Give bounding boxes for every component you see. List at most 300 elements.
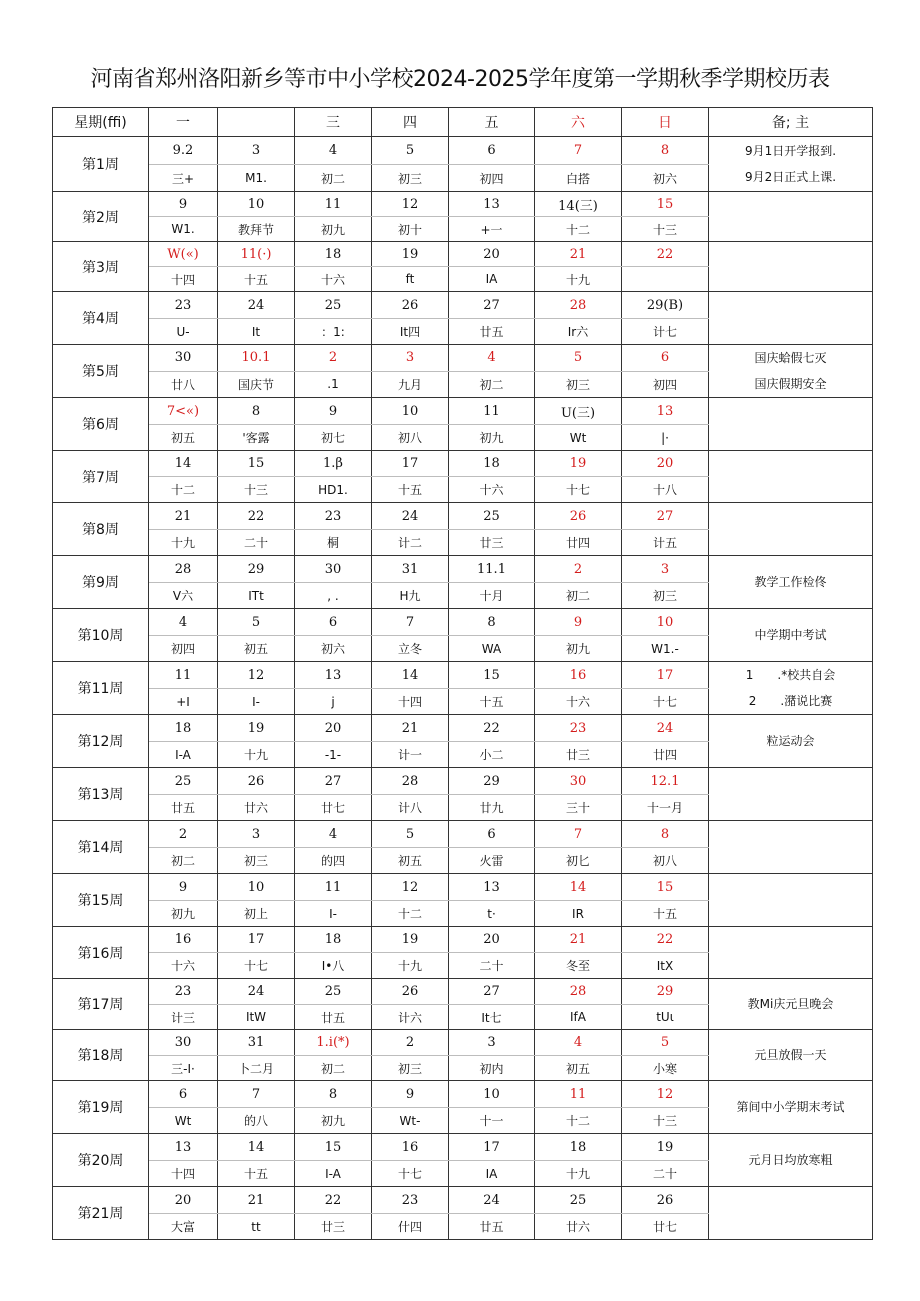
week-row-2-dates xyxy=(53,192,873,217)
lunar-cell: 计七 xyxy=(622,319,709,345)
lunar-cell: 十九 xyxy=(149,530,218,556)
week-label: 第7周 xyxy=(53,451,149,503)
date-cell: 13 xyxy=(449,192,535,217)
date-cell: 15 xyxy=(218,451,295,477)
note-line: 元旦放假一天 xyxy=(754,1048,827,1062)
lunar-cell: 初二 xyxy=(449,371,535,398)
date-cell: 10 xyxy=(218,192,295,217)
date-cell: 27 xyxy=(449,292,535,319)
date-cell: 23 xyxy=(372,1187,449,1214)
date-cell: 10.1 xyxy=(218,345,295,372)
lunar-cell: 三十 xyxy=(535,795,622,821)
lunar-cell: 廿三 xyxy=(295,1214,372,1240)
lunar-cell: -1- xyxy=(295,742,372,768)
notes-cell xyxy=(709,242,873,292)
week-label: 第2周 xyxy=(53,192,149,242)
date-cell: 3 xyxy=(218,821,295,848)
date-cell: 10 xyxy=(372,398,449,425)
lunar-cell: 十五 xyxy=(218,1161,295,1187)
week-label: 第16周 xyxy=(53,927,149,979)
date-cell: U(三) xyxy=(535,398,622,425)
lunar-cell: 十六 xyxy=(535,689,622,715)
date-cell: 14 xyxy=(372,662,449,689)
lunar-cell: 十三 xyxy=(218,477,295,503)
date-cell: 20 xyxy=(149,1187,218,1214)
lunar-cell: It四 xyxy=(372,319,449,345)
lunar-cell: 初二 xyxy=(535,583,622,609)
lunar-cell: 白搭 xyxy=(535,165,622,192)
date-cell: 10 xyxy=(449,1081,535,1108)
lunar-cell: .1 xyxy=(295,371,372,398)
lunar-cell: 二十 xyxy=(622,1161,709,1187)
date-cell: 6 xyxy=(149,1081,218,1108)
lunar-cell: 十六 xyxy=(295,267,372,292)
date-cell: 30 xyxy=(535,768,622,795)
lunar-cell: ITt xyxy=(218,583,295,609)
date-cell: 6 xyxy=(449,137,535,165)
date-cell: 24 xyxy=(218,292,295,319)
date-cell: 8 xyxy=(622,821,709,848)
lunar-cell: 初内 xyxy=(449,1056,535,1081)
lunar-cell: 十三 xyxy=(622,1108,709,1134)
date-cell: 24 xyxy=(622,715,709,742)
date-cell: 12 xyxy=(372,874,449,901)
lunar-cell: 十四 xyxy=(149,267,218,292)
lunar-cell: 什四 xyxy=(372,1214,449,1240)
notes-cell xyxy=(709,1081,873,1134)
week-column-header: 星期(ffi) xyxy=(53,108,149,137)
lunar-cell: 初十 xyxy=(372,217,449,242)
date-cell: 30 xyxy=(149,345,218,372)
day-header-4: 四 xyxy=(372,108,449,137)
date-cell: 9 xyxy=(295,398,372,425)
lunar-cell: It xyxy=(218,319,295,345)
school-calendar-table xyxy=(52,107,873,1240)
lunar-cell: 计二 xyxy=(372,530,449,556)
lunar-cell: IA xyxy=(449,1161,535,1187)
date-cell: 22 xyxy=(622,927,709,953)
date-cell: 1.i(*) xyxy=(295,1030,372,1056)
date-cell: 27 xyxy=(449,979,535,1005)
date-cell: 24 xyxy=(449,1187,535,1214)
lunar-cell: 初三 xyxy=(622,583,709,609)
lunar-cell: I-A xyxy=(295,1161,372,1187)
lunar-cell: , . xyxy=(295,583,372,609)
date-cell: 28 xyxy=(372,768,449,795)
date-cell: 24 xyxy=(372,503,449,530)
notes-cell xyxy=(709,1134,873,1187)
date-cell: 3 xyxy=(449,1030,535,1056)
lunar-cell: I•八 xyxy=(295,953,372,979)
week-row-6-dates xyxy=(53,398,873,425)
lunar-cell: W1.- xyxy=(622,636,709,662)
note-line: 9月1日开学报到. xyxy=(744,144,837,158)
date-cell: 16 xyxy=(372,1134,449,1161)
date-cell: 20 xyxy=(449,927,535,953)
date-cell: 17 xyxy=(622,662,709,689)
lunar-cell: ft xyxy=(372,267,449,292)
lunar-cell: I-A xyxy=(149,742,218,768)
notes-cell xyxy=(709,874,873,927)
lunar-cell: 计八 xyxy=(372,795,449,821)
lunar-cell: HD1. xyxy=(295,477,372,503)
lunar-cell: 二十 xyxy=(449,953,535,979)
day-header-1: 一 xyxy=(149,108,218,137)
date-cell: 19 xyxy=(535,451,622,477)
week-row-7-dates xyxy=(53,451,873,477)
date-cell: 7 xyxy=(218,1081,295,1108)
lunar-cell: 小寒 xyxy=(622,1056,709,1081)
date-cell: 4 xyxy=(535,1030,622,1056)
lunar-cell: 初二 xyxy=(295,165,372,192)
lunar-cell: 国庆节 xyxy=(218,371,295,398)
date-cell: 17 xyxy=(449,1134,535,1161)
date-cell: 23 xyxy=(295,503,372,530)
lunar-cell: 初九 xyxy=(295,1108,372,1134)
note-line: 第间中小学期末考试 xyxy=(736,1100,845,1114)
date-cell: 18 xyxy=(149,715,218,742)
lunar-cell: 初二 xyxy=(295,1056,372,1081)
date-cell: 17 xyxy=(372,451,449,477)
lunar-cell: 三+ xyxy=(149,165,218,192)
day-header-7: 日 xyxy=(622,108,709,137)
date-cell: 25 xyxy=(295,292,372,319)
note-line: 教学工作检佟 xyxy=(754,575,827,589)
date-cell: 26 xyxy=(218,768,295,795)
date-cell: 30 xyxy=(149,1030,218,1056)
lunar-cell: 计六 xyxy=(372,1005,449,1030)
notes-cell xyxy=(709,556,873,609)
lunar-cell: 初五 xyxy=(149,425,218,451)
date-cell: 5 xyxy=(372,821,449,848)
week-label: 第9周 xyxy=(53,556,149,609)
date-cell: 13 xyxy=(295,662,372,689)
date-cell: 12 xyxy=(218,662,295,689)
lunar-cell: 十九 xyxy=(372,953,449,979)
lunar-cell: 计一 xyxy=(372,742,449,768)
date-cell: 1.β xyxy=(295,451,372,477)
lunar-cell: 初五 xyxy=(535,1056,622,1081)
date-cell: 11 xyxy=(535,1081,622,1108)
date-cell: 31 xyxy=(372,556,449,583)
date-cell: 4 xyxy=(149,609,218,636)
lunar-cell: 初上 xyxy=(218,901,295,927)
lunar-cell: 十一 xyxy=(449,1108,535,1134)
date-cell: 4 xyxy=(295,137,372,165)
lunar-cell: 廿五 xyxy=(449,1214,535,1240)
day-header-3: 三 xyxy=(295,108,372,137)
lunar-cell: Wt xyxy=(535,425,622,451)
lunar-cell: 初七 xyxy=(295,425,372,451)
lunar-cell: 十二 xyxy=(149,477,218,503)
date-cell: 15 xyxy=(622,192,709,217)
date-cell: 30 xyxy=(295,556,372,583)
date-cell: 19 xyxy=(372,242,449,267)
date-cell: 5 xyxy=(622,1030,709,1056)
lunar-cell: 廿七 xyxy=(295,795,372,821)
date-cell: 2 xyxy=(372,1030,449,1056)
note-line: 9月2日正式上课. xyxy=(744,170,837,184)
week-row-11-dates xyxy=(53,662,873,689)
lunar-cell: 教拜节 xyxy=(218,217,295,242)
lunar-cell: tt xyxy=(218,1214,295,1240)
lunar-cell: 十月 xyxy=(449,583,535,609)
note-line: 教Mi庆元旦晚会 xyxy=(747,997,834,1011)
date-cell: 13 xyxy=(622,398,709,425)
date-cell: 7<«) xyxy=(149,398,218,425)
notes-cell xyxy=(709,398,873,451)
lunar-cell: tUι xyxy=(622,1005,709,1030)
date-cell: 22 xyxy=(218,503,295,530)
day-header-6: 六 xyxy=(535,108,622,137)
lunar-cell: M1. xyxy=(218,165,295,192)
lunar-cell: 初九 xyxy=(295,217,372,242)
lunar-cell: U- xyxy=(149,319,218,345)
week-row-19-dates xyxy=(53,1081,873,1108)
date-cell: 29 xyxy=(218,556,295,583)
lunar-cell: 初八 xyxy=(372,425,449,451)
lunar-cell: 初四 xyxy=(149,636,218,662)
lunar-cell: W1. xyxy=(149,217,218,242)
date-cell: 27 xyxy=(295,768,372,795)
week-label: 第8周 xyxy=(53,503,149,556)
week-row-12-dates xyxy=(53,715,873,742)
date-cell: 8 xyxy=(449,609,535,636)
date-cell: 11 xyxy=(295,192,372,217)
date-cell: 26 xyxy=(622,1187,709,1214)
week-label: 第10周 xyxy=(53,609,149,662)
week-row-15-dates xyxy=(53,874,873,901)
date-cell: 18 xyxy=(535,1134,622,1161)
week-row-5-dates xyxy=(53,345,873,372)
notes-cell xyxy=(709,609,873,662)
lunar-cell: 初九 xyxy=(535,636,622,662)
lunar-cell: 十九 xyxy=(218,742,295,768)
date-cell: 20 xyxy=(295,715,372,742)
date-cell: 7 xyxy=(535,137,622,165)
lunar-cell: 初六 xyxy=(622,165,709,192)
date-cell: 7 xyxy=(372,609,449,636)
lunar-cell: I- xyxy=(295,901,372,927)
week-label: 第13周 xyxy=(53,768,149,821)
header-row xyxy=(53,108,873,137)
lunar-cell: 计三 xyxy=(149,1005,218,1030)
week-row-14-dates xyxy=(53,821,873,848)
date-cell: 15 xyxy=(295,1134,372,1161)
date-cell: 28 xyxy=(535,979,622,1005)
lunar-cell: 的八 xyxy=(218,1108,295,1134)
week-row-1-dates xyxy=(53,137,873,165)
date-cell: 15 xyxy=(449,662,535,689)
date-cell: 11 xyxy=(449,398,535,425)
note-line: 国庆假期安全 xyxy=(754,377,827,391)
date-cell: 8 xyxy=(218,398,295,425)
date-cell: 31 xyxy=(218,1030,295,1056)
date-cell: 11 xyxy=(149,662,218,689)
date-cell: 21 xyxy=(535,242,622,267)
date-cell: 29 xyxy=(622,979,709,1005)
date-cell: 9 xyxy=(535,609,622,636)
date-cell: 10 xyxy=(622,609,709,636)
week-label: 第5周 xyxy=(53,345,149,398)
date-cell: 9 xyxy=(372,1081,449,1108)
date-cell: 13 xyxy=(149,1134,218,1161)
date-cell: 14 xyxy=(535,874,622,901)
week-label: 第18周 xyxy=(53,1030,149,1081)
lunar-cell: 桐 xyxy=(295,530,372,556)
date-cell: 28 xyxy=(149,556,218,583)
lunar-cell: 十五 xyxy=(449,689,535,715)
note-line: 1 .*校共自会 xyxy=(745,668,836,682)
week-label: 第17周 xyxy=(53,979,149,1030)
date-cell: 24 xyxy=(218,979,295,1005)
lunar-cell: 初三 xyxy=(372,1056,449,1081)
week-label: 第12周 xyxy=(53,715,149,768)
date-cell: 19 xyxy=(218,715,295,742)
notes-cell xyxy=(709,345,873,398)
date-cell: 8 xyxy=(622,137,709,165)
lunar-cell: 小二 xyxy=(449,742,535,768)
notes-cell xyxy=(709,715,873,768)
lunar-cell: V六 xyxy=(149,583,218,609)
date-cell: 10 xyxy=(218,874,295,901)
lunar-cell xyxy=(622,267,709,292)
week-row-18-dates xyxy=(53,1030,873,1056)
lunar-cell: 廿四 xyxy=(535,530,622,556)
week-label: 第1周 xyxy=(53,137,149,192)
lunar-cell: 十四 xyxy=(149,1161,218,1187)
date-cell: 5 xyxy=(535,345,622,372)
day-header-2 xyxy=(218,108,295,137)
lunar-cell: 十二 xyxy=(535,1108,622,1134)
lunar-cell: 廿三 xyxy=(535,742,622,768)
date-cell: 14 xyxy=(149,451,218,477)
lunar-cell: 立冬 xyxy=(372,636,449,662)
lunar-cell: 十五 xyxy=(372,477,449,503)
lunar-cell: 十一月 xyxy=(622,795,709,821)
date-cell: 20 xyxy=(449,242,535,267)
lunar-cell: 十六 xyxy=(149,953,218,979)
lunar-cell: 初四 xyxy=(449,165,535,192)
lunar-cell: 廿四 xyxy=(622,742,709,768)
lunar-cell: 初五 xyxy=(372,848,449,874)
notes-cell xyxy=(709,1187,873,1240)
lunar-cell: 十七 xyxy=(622,689,709,715)
date-cell: 25 xyxy=(295,979,372,1005)
date-cell: 21 xyxy=(372,715,449,742)
date-cell: 5 xyxy=(372,137,449,165)
lunar-cell: 初三 xyxy=(535,371,622,398)
week-row-21-dates xyxy=(53,1187,873,1214)
notes-cell xyxy=(709,292,873,345)
date-cell: 11(·) xyxy=(218,242,295,267)
week-label: 第15周 xyxy=(53,874,149,927)
lunar-cell: 卜二月 xyxy=(218,1056,295,1081)
note-line: 中学期中考试 xyxy=(754,628,827,642)
week-label: 第4周 xyxy=(53,292,149,345)
lunar-cell: 初三 xyxy=(218,848,295,874)
date-cell: 25 xyxy=(449,503,535,530)
date-cell: 18 xyxy=(449,451,535,477)
lunar-cell: 初九 xyxy=(449,425,535,451)
lunar-cell: 初二 xyxy=(149,848,218,874)
date-cell: 22 xyxy=(295,1187,372,1214)
lunar-cell: 十五 xyxy=(218,267,295,292)
lunar-cell: I- xyxy=(218,689,295,715)
date-cell: 5 xyxy=(218,609,295,636)
date-cell: 11.1 xyxy=(449,556,535,583)
lunar-cell: t· xyxy=(449,901,535,927)
week-row-13-dates xyxy=(53,768,873,795)
date-cell: 21 xyxy=(218,1187,295,1214)
date-cell: 19 xyxy=(372,927,449,953)
lunar-cell: +I xyxy=(149,689,218,715)
lunar-cell: 大富 xyxy=(149,1214,218,1240)
lunar-cell: 初八 xyxy=(622,848,709,874)
notes-cell xyxy=(709,192,873,242)
date-cell: 12 xyxy=(372,192,449,217)
date-cell: 6 xyxy=(622,345,709,372)
lunar-cell: 十九 xyxy=(535,1161,622,1187)
week-row-8-dates xyxy=(53,503,873,530)
lunar-cell: 火雷 xyxy=(449,848,535,874)
lunar-cell: It七 xyxy=(449,1005,535,1030)
date-cell: 9 xyxy=(149,874,218,901)
date-cell: 8 xyxy=(295,1081,372,1108)
date-cell: 6 xyxy=(449,821,535,848)
date-cell: 3 xyxy=(372,345,449,372)
lunar-cell: 十九 xyxy=(535,267,622,292)
date-cell: 2 xyxy=(149,821,218,848)
notes-cell xyxy=(709,137,873,192)
date-cell: 19 xyxy=(622,1134,709,1161)
week-label: 第14周 xyxy=(53,821,149,874)
week-row-4-dates xyxy=(53,292,873,319)
date-cell: 2 xyxy=(535,556,622,583)
lunar-cell: 初四 xyxy=(622,371,709,398)
note-line: 2 .潴说比赛 xyxy=(748,694,833,708)
week-label: 第3周 xyxy=(53,242,149,292)
notes-cell xyxy=(709,503,873,556)
date-cell: 22 xyxy=(449,715,535,742)
date-cell: 20 xyxy=(622,451,709,477)
notes-column-header: 备; 主 xyxy=(709,108,873,137)
date-cell: 28 xyxy=(535,292,622,319)
notes-cell xyxy=(709,451,873,503)
lunar-cell: 的四 xyxy=(295,848,372,874)
lunar-cell: 十七 xyxy=(218,953,295,979)
note-line: 元月日均放寒粗 xyxy=(748,1153,833,1167)
week-row-10-dates xyxy=(53,609,873,636)
week-label: 第6周 xyxy=(53,398,149,451)
date-cell: 9 xyxy=(149,192,218,217)
lunar-cell: IA xyxy=(449,267,535,292)
lunar-cell: 初五 xyxy=(218,636,295,662)
lunar-cell: 廿八 xyxy=(149,371,218,398)
date-cell: 3 xyxy=(622,556,709,583)
date-cell: 25 xyxy=(149,768,218,795)
lunar-cell: 初六 xyxy=(295,636,372,662)
week-label: 第19周 xyxy=(53,1081,149,1134)
lunar-cell: ：1: xyxy=(295,319,372,345)
lunar-cell: Ir六 xyxy=(535,319,622,345)
notes-cell xyxy=(709,662,873,715)
date-cell: 14 xyxy=(218,1134,295,1161)
lunar-cell: 初匕 xyxy=(535,848,622,874)
date-cell: 4 xyxy=(449,345,535,372)
week-row-20-dates xyxy=(53,1134,873,1161)
lunar-cell: 九月 xyxy=(372,371,449,398)
